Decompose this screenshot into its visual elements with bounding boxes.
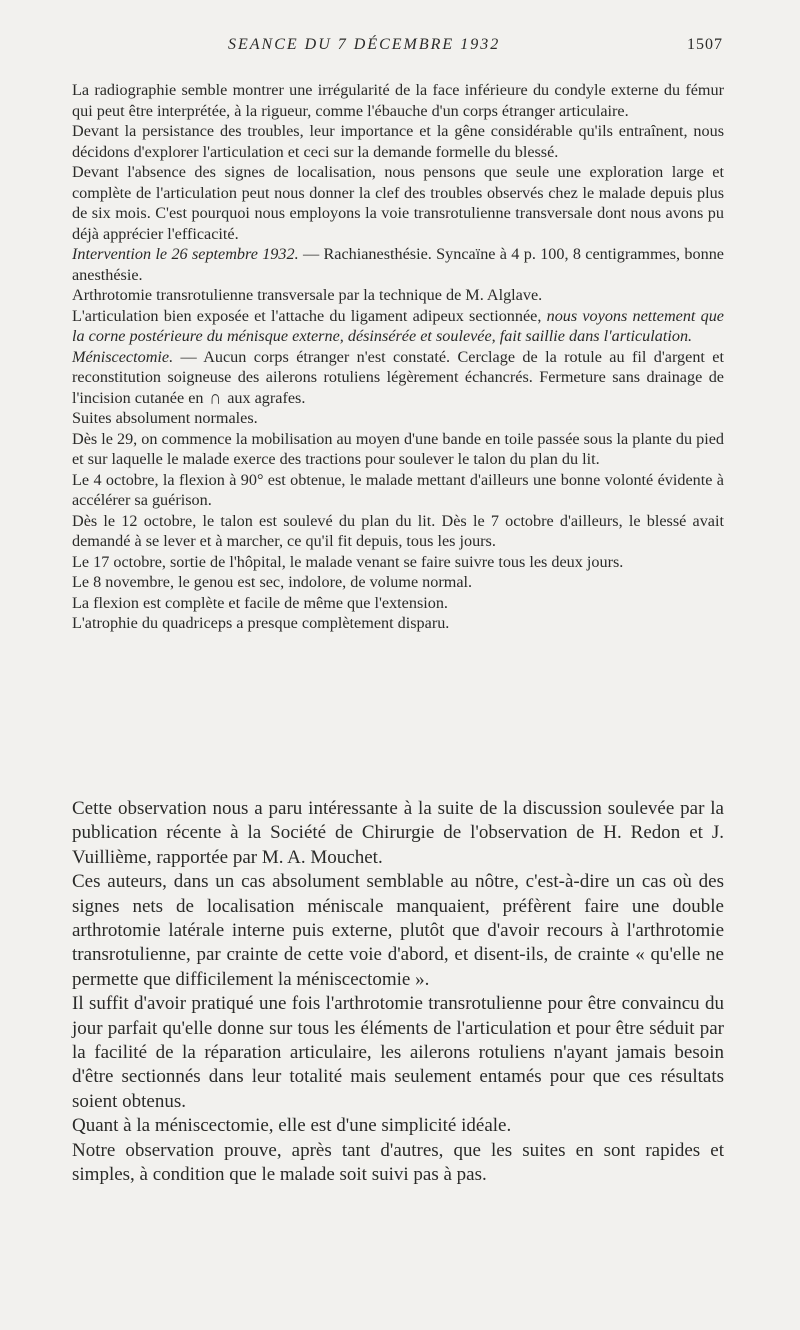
paragraph: Le 8 novembre, le genou est sec, indolore, de volume normal.	[72, 573, 473, 591]
paragraph: Cette observation nous a paru intéressante à la suite de la discussion soulevée par la publication récente à la Société de Chirurgie de l'observation de H. Redon et J. Vuillième, rapportée par M. A. Mouchet.	[72, 798, 724, 868]
paragraph	[72, 244, 724, 285]
incision-shape-symbol: ∩	[209, 386, 222, 409]
page-number: 1507	[687, 36, 723, 53]
paragraph-text: — Rachianesthésie. Syncaïne à 4 p. 100, 8 centigrammes, bonne anesthésie.	[72, 245, 724, 284]
paragraph	[72, 347, 724, 409]
emphasized-text: nous voyons nettement que la corne postérieure du ménisque externe, désinsérée et soulevée, fait saillie dans l'articulation.	[72, 306, 724, 345]
paragraph: Arthrotomie transrotulienne transversale par la technique de M. Alglave.	[72, 286, 543, 304]
paragraph-text: — Aucun corps étranger n'est constaté. Cerclage de la rotule au fil d'argent et reconstitution soigneuse des ailerons rotuliens légèrement échancrés. Fermeture sans drainage de l'incision cutanée en	[72, 347, 724, 407]
case-report-section	[72, 80, 724, 634]
header-title: SEANCE DU 7 DÉCEMBRE 1932	[228, 36, 501, 53]
paragraph: L'atrophie du quadriceps a presque complètement disparu.	[72, 614, 450, 632]
paragraph: Ces auteurs, dans un cas absolument semblable au nôtre, c'est-à-dire un cas où des signes nets de localisation méniscale manquaient, préfèrent faire une double arthrotomie latérale interne puis externe, plutôt que d'avoir recours à l'arthrotomie transrotulienne, par crainte de cette voie d'abord, et disent-ils, de crainte « qu'elle ne permette que difficilement la méniscectomie ».	[72, 871, 724, 990]
procedure-name: Méniscectomie.	[72, 347, 174, 366]
paragraph: Suites absolument normales.	[72, 409, 258, 427]
paragraph: Notre observation prouve, après tant d'autres, que les suites en sont rapides et simples, à condition que le malade soit suivi pas à pas.	[72, 1139, 724, 1186]
paragraph: Devant la persistance des troubles, leur importance et la gêne considérable qu'ils entraînent, nous décidons d'explorer l'articulation et ceci sur la demande formelle du blessé.	[72, 122, 724, 161]
intervention-date: Intervention le 26 septembre 1932.	[72, 245, 299, 263]
paragraph: Il suffit d'avoir pratiqué une fois l'arthrotomie transrotulienne pour être convaincu du jour parfait qu'elle donne sur tous les éléments de l'articulation et pour être séduit par la facilité de la réparation articulaire, les ailerons rotuliens n'ayant jamais besoin d'être sectionnés dans leur totalité mais seulement entamés pour que ces résultats soient obtenus.	[72, 993, 724, 1112]
paragraph: Quant à la méniscectomie, elle est d'une simplicité idéale.	[72, 1115, 512, 1137]
paragraph: Le 4 octobre, la flexion à 90° est obtenue, le malade mettant d'ailleurs une bonne volonté évidente à accélérer sa guérison.	[72, 470, 724, 509]
paragraph: Dès le 29, on commence la mobilisation au moyen d'une bande en toile passée sous la plante du pied et sur laquelle le malade exerce des tractions pour soulever le talon du plan du lit.	[72, 429, 724, 468]
paragraph: La flexion est complète et facile de même que l'extension.	[72, 593, 448, 612]
paragraph-text: L'articulation bien exposée et l'attache du ligament adipeux sectionnée,	[72, 306, 547, 325]
discussion-section	[72, 797, 724, 1188]
paragraph: Devant l'absence des signes de localisation, nous pensons que seule une exploration large et complète de l'articulation peut nous donner la clef des troubles observés chez le malade depuis plus de six mois. C'est pourquoi nous employons la voie transrotulienne transversale dont nous avons pu déjà apprécier l'efficacité.	[72, 163, 724, 243]
running-header	[0, 36, 800, 60]
paragraph: La radiographie semble montrer une irrégularité de la face inférieure du condyle externe du fémur qui peut être interprétée, à la rigueur, comme l'ébauche d'un corps étranger articulaire.	[72, 81, 724, 120]
paragraph: Dès le 12 octobre, le talon est soulevé du plan du lit. Dès le 7 octobre d'ailleurs, le blessé avait demandé à se lever et à marcher, ce qu'il fit depuis, tous les jours.	[72, 511, 724, 550]
paragraph: Le 17 octobre, sortie de l'hôpital, le malade venant se faire suivre tous les deux jours.	[72, 552, 624, 571]
paragraph	[72, 306, 724, 347]
paragraph-text: aux agrafes.	[223, 388, 306, 407]
